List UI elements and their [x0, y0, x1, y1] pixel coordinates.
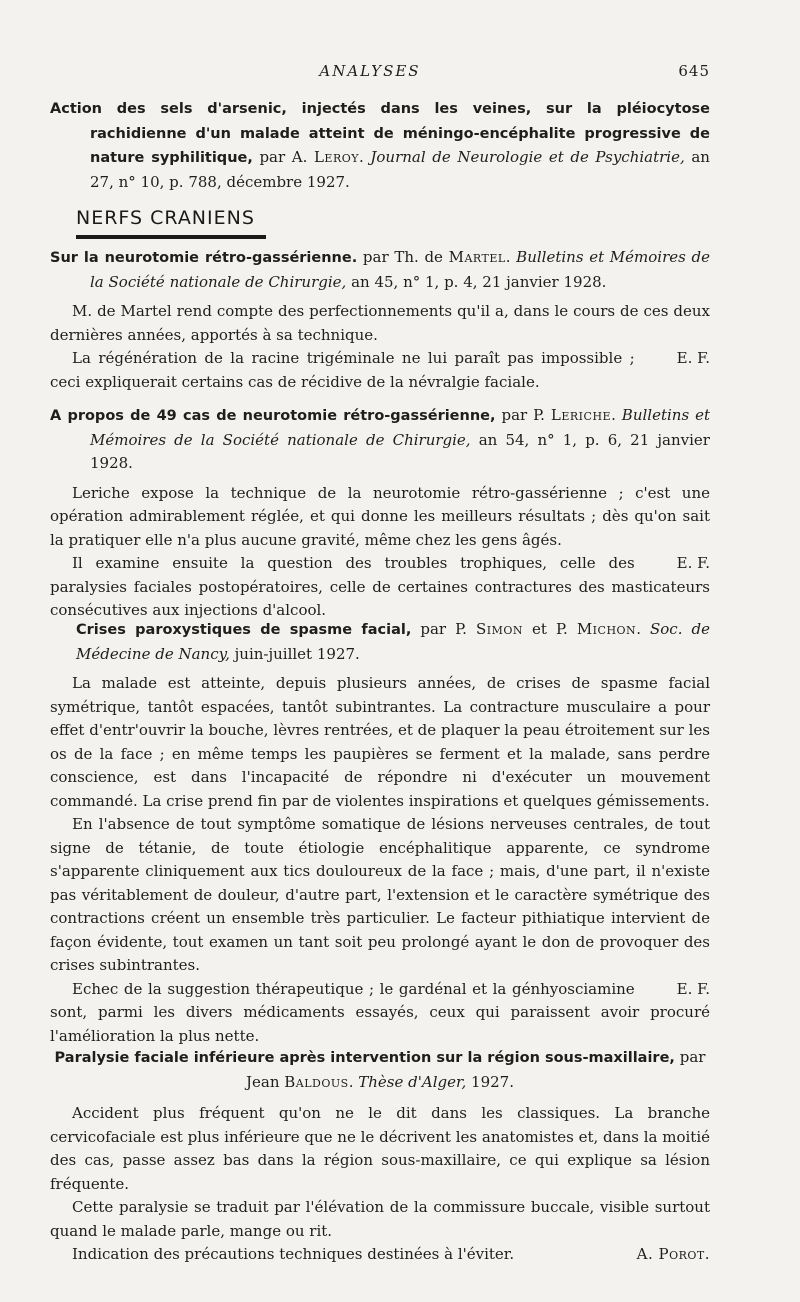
entry-paralysie-faciale — [50, 1046, 710, 1267]
citation-details: 1927. — [471, 1072, 514, 1091]
author-name: Leroy — [313, 148, 360, 166]
author-prefix: par P. — [420, 620, 467, 638]
paragraph: La malade est atteinte, depuis plusieurs années, de crises de spasme facial symétrique, tantôt espacées, tantôt subintrantes. La contracture musculaire a pour effet d'entr'ouvrir la bouche, lèvres rentrées, et de plaquer la peau étroitement sur les os de la face ; en même temps les paupières se ferment et la malade, sans perdre conscience, est dans l'incapacité de répondre ni d'exécuter un mouvement commandé. La crise prend fin par de violentes inspirations et quelques gémissements. — [50, 674, 710, 810]
author-prefix: par Jean — [245, 1048, 706, 1091]
running-title: ANALYSES — [319, 62, 421, 80]
article-title: A propos de 49 cas de neurotomie rétro-gassérienne, — [50, 408, 496, 424]
section-heading: NERFS CRANIENS — [76, 207, 255, 229]
section-underline — [76, 235, 266, 239]
citation-details: an 27, n° 10, p. 788, décembre 1927. — [90, 148, 710, 191]
signature: E. F. — [676, 349, 710, 367]
journal-name: Journal de Neurologie et de Psychiatrie, — [370, 148, 685, 166]
author-name: Michon — [576, 620, 637, 638]
signature: E. F. — [676, 979, 710, 998]
citation-punct: . — [636, 620, 641, 638]
citation-punct: . — [348, 1072, 354, 1091]
paragraph-text: Il examine ensuite la question des troubles trophiques, celle des paralysies faciales postopératoires, celle de certaines contractures des masticateurs consécutives aux injections d'alcool. — [50, 554, 710, 619]
citation-details: juin-juillet 1927. — [234, 644, 360, 663]
author-conjunction: et P. — [532, 620, 568, 638]
author-name: Martel — [448, 248, 506, 266]
signature: A. Porot. — [636, 1245, 710, 1263]
author-name: Simon — [475, 620, 524, 638]
author-prefix: par Th. de — [362, 248, 443, 266]
paragraph — [50, 347, 710, 394]
page-number: 645 — [678, 62, 710, 80]
paragraph-text: La régénération de la racine trigéminale ne lui paraît pas impossible ; ceci expliquerait certains cas de récidive de la névralgie faciale. — [50, 349, 635, 391]
paragraph-text: Indication des précautions techniques destinées à l'éviter. — [72, 1245, 515, 1263]
entry-title — [50, 97, 710, 194]
author-name: Leriche — [550, 406, 612, 424]
article-title: Action des sels d'arsenic, injectés dans les veines, sur la pléiocytose rachidienne d'un malade atteint de méningo-encéphalite progressive de nature syphilitique, — [50, 101, 710, 166]
paragraph: Cette paralysie se traduit par l'élévation de la commissure buccale, visible surtout quand le malade parle, mange ou rit. — [50, 1198, 710, 1240]
signature: E. F. — [676, 554, 710, 572]
entry-title: A propos de 49 cas de neurotomie rétro-gassérienne, par P. Leriche. Bulletins et Mémoires de la Société nationale de Chirurgie, an 54, n° 1, p. 6, 21 janvier 1928. — [50, 406, 710, 472]
entry-spasme-facial — [50, 618, 710, 1048]
entry-title — [50, 1046, 710, 1094]
article-title: Paralysie faciale inférieure après intervention sur la région sous-maxillaire, — [54, 1050, 675, 1066]
entry-neurotomie-martel — [50, 246, 710, 394]
author-name: Baldous — [284, 1072, 349, 1091]
paragraph: M. de Martel rend compte des perfectionnements qu'il a, dans le cours de ces deux dernières années, apportés à sa technique. — [50, 302, 710, 344]
journal-name: Bulletins et Mémoires de la Société nationale de Chirurgie, — [90, 248, 710, 291]
paragraph — [50, 552, 710, 623]
running-header — [0, 62, 800, 84]
citation-details: an 54, n° 1, p. 6, 21 janvier 1928. — [90, 430, 710, 472]
journal-name: Bulletins et Mémoires de la Société nationale de Chirurgie, — [90, 406, 710, 449]
paragraph — [50, 1243, 710, 1267]
citation-details: an 45, n° 1, p. 4, 21 janvier 1928. — [351, 272, 607, 291]
entry-arsenic — [50, 97, 710, 194]
article-title: Sur la neurotomie rétro-gassérienne. — [50, 250, 358, 266]
journal-name: Thèse d'Alger, — [358, 1072, 467, 1091]
journal-name: Soc. de Médecine de Nancy, — [76, 620, 710, 663]
paragraph — [50, 978, 710, 1049]
entry-title: Sur la neurotomie rétro-gassérienne. par Th. de Martel. Bulletins et Mémoires de la Société nationale de Chirurgie, an 45, n° 1, p. 4, 21 janvier 1928. — [50, 248, 710, 291]
entry-title — [50, 618, 710, 666]
entry-neurotomie-leriche — [50, 404, 710, 623]
paragraph: Accident plus fréquent qu'on ne le dit dans les classiques. La branche cervicofaciale est plus inférieure que ne le décrivent les anatomistes et, dans la moitié des cas, passe assez bas dans la région sous-maxillaire, ce qui explique sa lésion fréquente. — [50, 1104, 710, 1193]
citation-punct: . — [359, 148, 364, 166]
author-prefix: par P. — [501, 406, 545, 424]
paragraph: Leriche expose la technique de la neurotomie rétro-gassérienne ; c'est une opération admirablement réglée, et qui donne les meilleurs résultats ; dès qu'on sait la pratiquer elle n'a plus aucune gravité, même chez les gens âgés. — [50, 483, 710, 549]
article-title: Crises paroxystiques de spasme facial, — [76, 622, 412, 638]
author-prefix: par A. — [259, 148, 308, 166]
paragraph: En l'absence de tout symptôme somatique de lésions nerveuses centrales, de tout signe de tétanie, de toute étiologie encéphalitique apparente, ce syndrome s'apparente cliniquement aux tics douloureux de la face ; mais, d'une part, il n'existe pas véritablement de douleur, d'autre part, l'extension et le caractère symétrique des contractions créent un ensemble très particulier. Le facteur pithiatique intervient de façon évidente, tout examen un tant soit peu prolongé ayant le don de provoquer des crises subintrantes. — [50, 815, 710, 974]
paragraph-text: Echec de la suggestion thérapeutique ; le gardénal et la génhyosciamine sont, parmi les divers médicaments essayés, ceux qui paraissent avoir procuré l'amélioration la plus nette. — [50, 979, 710, 1045]
